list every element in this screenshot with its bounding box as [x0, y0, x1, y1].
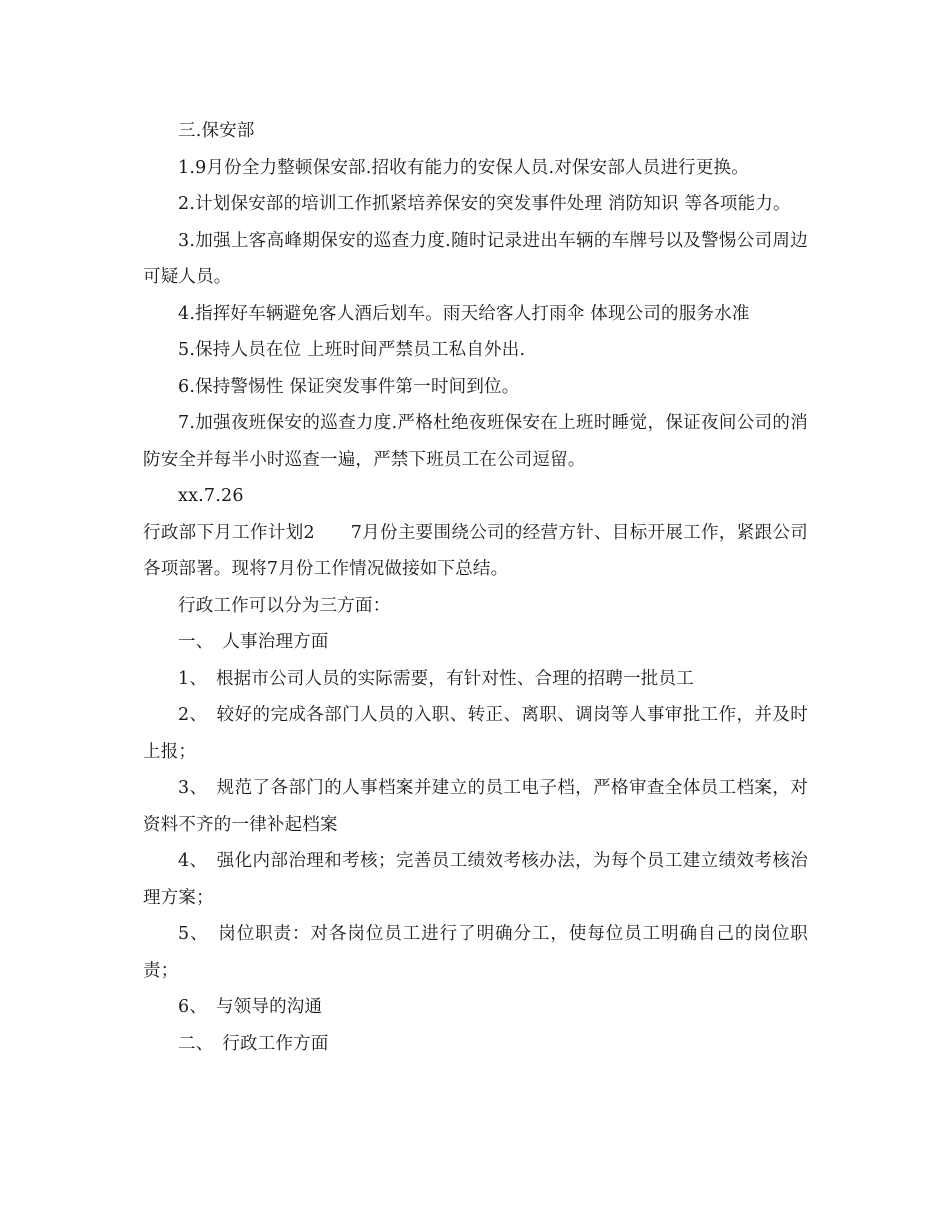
paragraph: 5、 岗位职责：对各岗位员工进行了明确分工，使每位员工明确自己的岗位职责；: [143, 924, 808, 981]
document-body: [143, 113, 808, 1062]
paragraph: 3.加强上客高峰期保安的巡查力度.随时记录进出车辆的车牌号以及警惕公司周边可疑人员。: [143, 230, 808, 287]
paragraph: 行政部下月工作计划2 7月份主要围绕公司的经营方针、目标开展工作，紧跟公司各项部署。现将7月份工作情况做接如下总结。: [143, 522, 808, 579]
paragraph: 6、 与领导的沟通: [178, 997, 323, 1017]
paragraph: 一、 人事治理方面: [178, 632, 329, 652]
paragraph: 7.加强夜班保安的巡查力度.严格杜绝夜班保安在上班时睡觉，保证夜间公司的消防安全并每半小时巡查一遍，严禁下班员工在公司逗留。: [143, 413, 808, 470]
paragraph: 5.保持人员在位 上班时间严禁员工私自外出.: [178, 340, 526, 360]
paragraph: 4.指挥好车辆避免客人酒后划车。雨天给客人打雨伞 体现公司的服务水准: [178, 303, 750, 324]
paragraph: 1.9月份全力整顿保安部.招收有能力的安保人员.对保安部人员进行更换。: [178, 157, 749, 178]
paragraph: 3、 规范了各部门的人事档案并建立的员工电子档，严格审查全体员工档案，对资料不齐的一律补起档案: [143, 778, 808, 835]
paragraph: 行政工作可以分为三方面：: [178, 595, 391, 616]
paragraph: 1、 根据市公司人员的实际需要，有针对性、合理的招聘一批员工: [178, 668, 694, 689]
paragraph: 6.保持警惕性 保证突发事件第一时间到位。: [178, 376, 520, 397]
paragraph: 二、 行政工作方面: [178, 1033, 329, 1054]
paragraph: xx.7.26: [178, 486, 244, 506]
paragraph: 4、 强化内部治理和考核；完善员工绩效考核办法，为每个员工建立绩效考核治理方案；: [143, 851, 808, 908]
paragraph: 2、 较好的完成各部门人员的入职、转正、离职、调岗等人事审批工作，并及时上报；: [143, 705, 808, 762]
paragraph: 2.计划保安部的培训工作抓紧培养保安的突发事件处理 消防知识 等各项能力。: [178, 194, 791, 214]
paragraph: 三.保安部: [178, 121, 255, 141]
